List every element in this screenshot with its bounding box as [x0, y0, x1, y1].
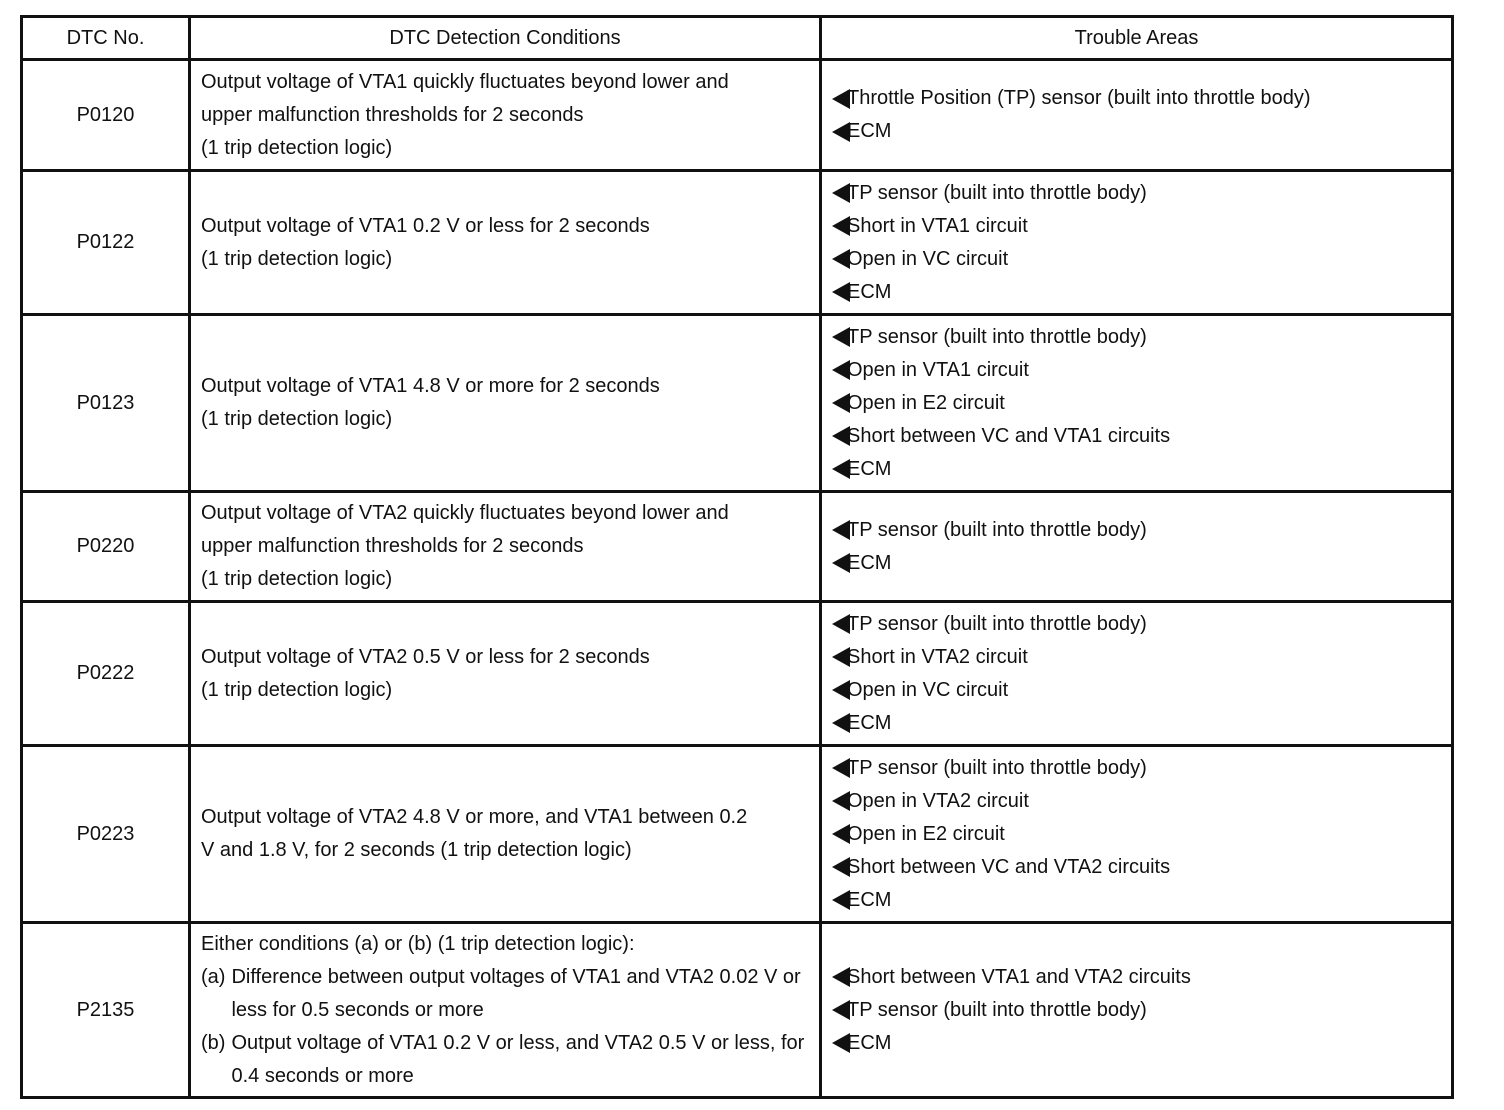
trouble-area-text: Short in VTA1 circuit: [847, 214, 1028, 237]
trouble-area-text: Short between VC and VTA2 circuits: [847, 855, 1171, 878]
trouble-area-text: ECM: [847, 457, 892, 480]
trouble-area-text: TP sensor (built into throttle body): [847, 181, 1147, 204]
trouble-area-item: [832, 453, 1451, 486]
trouble-area-text: ECM: [847, 711, 892, 734]
trouble-area-item: [832, 547, 1451, 580]
trouble-area-item: [832, 785, 1451, 818]
trouble-area-text: TP sensor (built into throttle body): [847, 518, 1147, 541]
dtc-code: P0122: [22, 171, 190, 315]
trouble-area-text: Throttle Position (TP) sensor (built into throttle body): [847, 87, 1311, 109]
detection-conditions: [190, 923, 821, 1098]
trouble-area-text: Short between VC and VTA1 circuits: [847, 424, 1171, 447]
trouble-areas: [821, 923, 1453, 1098]
trouble-area-item: [832, 210, 1451, 243]
detection-conditions: [190, 315, 821, 492]
dtc-code: P0123: [22, 315, 190, 492]
trouble-area-item: [832, 177, 1451, 210]
trouble-area-text: Open in E2 circuit: [847, 822, 1005, 845]
trouble-area-text: Open in VTA1 circuit: [847, 358, 1029, 381]
trouble-areas: [821, 171, 1453, 315]
trouble-area-item: [832, 641, 1451, 674]
dtc-table: [20, 15, 1454, 1099]
trouble-area-text: Open in VC circuit: [847, 678, 1009, 701]
trouble-area-text: Open in VTA2 circuit: [847, 789, 1029, 812]
trouble-area-item: [832, 354, 1451, 387]
trouble-area-text: Short between VTA1 and VTA2 circuits: [847, 965, 1191, 988]
condition-line: Output voltage of VTA2 quickly fluctuates beyond lower and: [201, 502, 729, 524]
trouble-areas: [821, 746, 1453, 923]
trouble-area-item: [832, 707, 1451, 740]
trouble-area-text: ECM: [847, 1031, 892, 1054]
trouble-area-item: [832, 243, 1451, 276]
condition-sub-item: [201, 1027, 811, 1093]
trouble-area-text: ECM: [847, 888, 892, 911]
table-row: [22, 60, 1453, 171]
trouble-area-item: [832, 321, 1451, 354]
trouble-area-text: TP sensor (built into throttle body): [847, 612, 1147, 635]
condition-line: (1 trip detection logic): [201, 678, 393, 701]
condition-line: Output voltage of VTA1 4.8 V or more for 2 seconds: [201, 375, 660, 397]
trouble-area-item: [832, 851, 1451, 884]
condition-sub-text: Output voltage of VTA1 0.2 V or less, and VTA2 0.5 V or less, for 0.4 seconds or more: [231, 1031, 805, 1087]
trouble-area-text: TP sensor (built into throttle body): [847, 998, 1147, 1021]
table-row: [22, 602, 1453, 746]
header-row: [22, 17, 1453, 60]
trouble-area-item: [832, 82, 1451, 115]
trouble-area-item: [832, 961, 1451, 994]
header-dtc-no: DTC No.: [22, 17, 190, 60]
condition-line: Output voltage of VTA1 quickly fluctuates beyond lower and: [201, 70, 729, 93]
table-row: [22, 171, 1453, 315]
table-row: [22, 746, 1453, 923]
dtc-code: P0120: [22, 60, 190, 171]
condition-sub-text: Difference between output voltages of VTA1 and VTA2 0.02 V or less for 0.5 seconds or more: [231, 965, 801, 1021]
trouble-area-item: [832, 514, 1451, 547]
condition-sub-label: (b): [201, 1031, 226, 1054]
table-row: [22, 315, 1453, 492]
dtc-code: P0222: [22, 602, 190, 746]
condition-sub-item: [201, 961, 811, 1027]
header-conditions: DTC Detection Conditions: [190, 17, 821, 60]
trouble-area-item: [832, 387, 1451, 420]
condition-line: (1 trip detection logic): [201, 408, 393, 430]
header-trouble-areas: Trouble Areas: [821, 17, 1453, 60]
trouble-area-text: ECM: [847, 120, 892, 142]
dtc-code: P0223: [22, 746, 190, 923]
trouble-area-item: [832, 420, 1451, 453]
trouble-area-item: [832, 752, 1451, 785]
trouble-areas: [821, 60, 1453, 171]
condition-sub-label: (a): [201, 965, 226, 988]
trouble-area-text: Short in VTA2 circuit: [847, 645, 1028, 668]
table-row: [22, 923, 1453, 1098]
condition-line: upper malfunction thresholds for 2 seconds: [201, 103, 584, 126]
trouble-area-text: ECM: [847, 551, 892, 574]
condition-line: (1 trip detection logic): [201, 568, 393, 590]
condition-line: (1 trip detection logic): [201, 247, 393, 270]
dtc-code: P0220: [22, 492, 190, 602]
detection-conditions: [190, 492, 821, 602]
trouble-areas: [821, 492, 1453, 602]
trouble-areas: [821, 315, 1453, 492]
trouble-area-item: [832, 1027, 1451, 1060]
condition-intro: Either conditions (a) or (b) (1 trip detection logic):: [201, 932, 635, 955]
condition-line: upper malfunction thresholds for 2 seconds: [201, 535, 584, 557]
condition-line: (1 trip detection logic): [201, 136, 393, 159]
detection-conditions: [190, 746, 821, 923]
condition-line: V and 1.8 V, for 2 seconds (1 trip detection logic): [201, 839, 632, 861]
detection-conditions: [190, 171, 821, 315]
trouble-area-item: [832, 674, 1451, 707]
detection-conditions: [190, 602, 821, 746]
trouble-area-item: [832, 884, 1451, 917]
trouble-area-item: [832, 276, 1451, 309]
trouble-area-text: TP sensor (built into throttle body): [847, 325, 1147, 348]
condition-line: Output voltage of VTA2 0.5 V or less for 2 seconds: [201, 645, 650, 668]
condition-line: Output voltage of VTA1 0.2 V or less for 2 seconds: [201, 214, 650, 237]
trouble-area-item: [832, 608, 1451, 641]
trouble-area-text: Open in E2 circuit: [847, 391, 1005, 414]
dtc-code: P2135: [22, 923, 190, 1098]
trouble-area-item: [832, 994, 1451, 1027]
trouble-area-item: [832, 818, 1451, 851]
trouble-area-text: TP sensor (built into throttle body): [847, 756, 1147, 779]
condition-line: Output voltage of VTA2 4.8 V or more, and VTA1 between 0.2: [201, 806, 748, 828]
trouble-area-text: ECM: [847, 280, 892, 303]
table-row: [22, 492, 1453, 602]
trouble-areas: [821, 602, 1453, 746]
detection-conditions: [190, 60, 821, 171]
trouble-area-text: Open in VC circuit: [847, 247, 1009, 270]
trouble-area-item: [832, 115, 1451, 148]
